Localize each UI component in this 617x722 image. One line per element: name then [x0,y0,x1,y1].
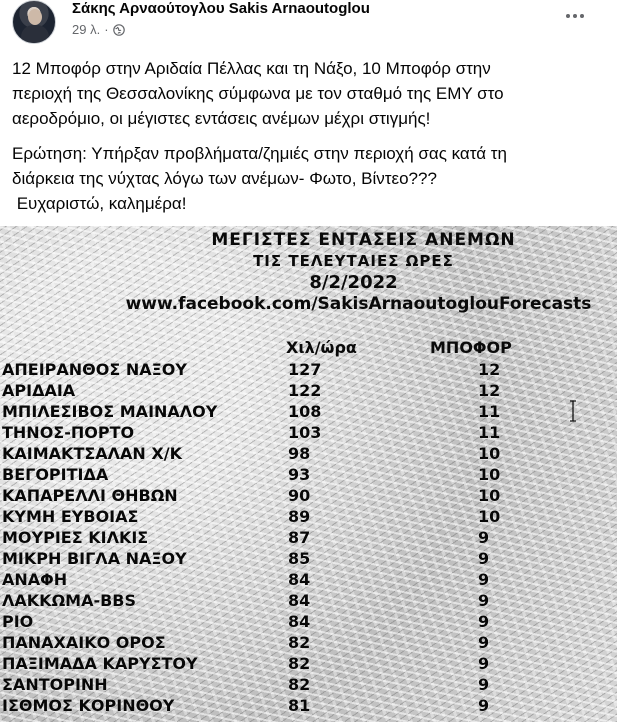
avatar-head [28,9,42,25]
table-row [0,507,617,528]
station-name: ΚΑΙΜΑΚΤΣΑΛΑΝ Χ/Κ [2,444,182,463]
table-row [0,381,617,402]
station-name: ΜΠΙΛΕΣΙΒΟΣ ΜΑΙΝΑΛΟΥ [2,402,218,421]
table-row [0,486,617,507]
station-name: ΠΑΝΑΧΑΙΚΟ ΟΡΟΣ [2,633,166,652]
post-options-button[interactable] [557,2,593,30]
beaufort-value: 10 [478,465,501,484]
post-text [12,56,607,226]
table-row [0,570,617,591]
image-title: ΜΕΓΙΣΤΕΣ ΕΝΤΑΣΕΙΣ ΑΝΕΜΩΝ [211,230,516,250]
post-header [0,0,617,50]
station-name: ΑΝΑΦΗ [2,570,68,589]
speed-kmh: 127 [288,360,322,379]
image-date: 8/2/2022 [309,272,398,293]
speed-kmh: 98 [288,444,311,463]
beaufort-value: 10 [478,444,501,463]
beaufort-value: 9 [478,633,490,652]
image-url: www.facebook.com/SakisArnaoutoglouForecasts [125,294,592,314]
table-row [0,549,617,570]
text-line: περιοχή της Θεσσαλονίκης σύμφωνα με τον σταθμό της ΕΜΥ στο [12,84,504,103]
speed-kmh: 108 [288,402,322,421]
station-name: ΛΑΚΚΩΜΑ-BBS [2,591,137,610]
author-name[interactable]: Σάκης Αρναούτογλου Sakis Arnaoutoglou [72,0,370,17]
table-row [0,402,617,423]
station-name: ΜΟΥΡΙΕΣ ΚΙΛΚΙΣ [2,528,149,547]
post-paragraph-2 [12,141,607,216]
beaufort-value: 9 [478,549,490,568]
table-row [0,612,617,633]
text-line: διάρκεια της νύχτας λόγω των ανέμων- Φωτο, Βίντεο??? [12,169,437,188]
author-avatar[interactable] [12,0,56,44]
post-image[interactable] [0,226,617,722]
more-icon [566,14,584,18]
station-name: ΑΠΕΙΡΑΝΘΟΣ ΝΑΞΟΥ [2,360,187,379]
table-row [0,528,617,549]
speed-kmh: 82 [288,675,311,694]
table-row [0,423,617,444]
table-row [0,591,617,612]
beaufort-value: 12 [478,360,501,379]
beaufort-value: 9 [478,528,490,547]
beaufort-value: 9 [478,696,490,715]
column-header-beaufort: ΜΠΟΦΟΡ [430,338,512,357]
speed-kmh: 122 [288,381,322,400]
station-name: ΚΑΠΑΡΕΛΛΙ ΘΗΒΩΝ [2,486,178,505]
beaufort-value: 9 [478,675,490,694]
station-name: ΙΣΘΜΟΣ ΚΟΡΙΝΘΟΥ [2,696,175,715]
station-name: ΠΑΞΙΜΑΔΑ ΚΑΡΥΣΤΟΥ [2,654,198,673]
station-name: ΑΡΙΔΑΙΑ [2,381,76,400]
station-name: ΣΑΝΤΟΡΙΝΗ [2,675,108,694]
speed-kmh: 103 [288,423,322,442]
wind-table [0,360,617,717]
speed-kmh: 81 [288,696,311,715]
speed-kmh: 87 [288,528,311,547]
speed-kmh: 93 [288,465,311,484]
text-cursor-icon [570,400,576,422]
station-name: ΒΕΓΟΡΙΤΙΔΑ [2,465,109,484]
speed-kmh: 84 [288,591,311,610]
text-line: αεροδρόμιο, οι μέγιστες εντάσεις ανέμων μέχρι στιγμής! [12,109,431,128]
station-name: ΤΗΝΟΣ-ΠΟΡΤΟ [2,423,135,442]
table-row [0,654,617,675]
image-subtitle: ΤΙΣ ΤΕΛΕΥΤΑΙΕΣ ΩΡΕΣ [253,252,454,270]
beaufort-value: 11 [478,402,501,421]
beaufort-value: 9 [478,654,490,673]
text-line: Ευχαριστώ, καλημέρα! [12,194,187,213]
table-row [0,633,617,654]
post-time[interactable]: 29 λ. [72,22,101,37]
speed-kmh: 82 [288,633,311,652]
station-name: ΡΙΟ [2,612,34,631]
beaufort-value: 10 [478,486,501,505]
speed-kmh: 89 [288,507,311,526]
station-name: ΜΙΚΡΗ ΒΙΓΛΑ ΝΑΞΟΥ [2,549,187,568]
post-meta [72,22,125,37]
avatar-body [21,25,49,44]
table-row [0,465,617,486]
speed-kmh: 85 [288,549,311,568]
beaufort-value: 9 [478,591,490,610]
table-row [0,696,617,717]
meta-separator: · [104,22,109,37]
column-header-kmh: Χιλ/ώρα [286,338,357,357]
globe-icon[interactable] [113,24,125,36]
beaufort-value: 9 [478,612,490,631]
text-line: Ερώτηση: Υπήρξαν προβλήματα/ζημιές στην περιοχή σας κατά τη [12,144,507,163]
post-paragraph-1 [12,56,607,131]
table-row [0,360,617,381]
speed-kmh: 90 [288,486,311,505]
speed-kmh: 84 [288,570,311,589]
text-line: 12 Μποφόρ στην Αριδαία Πέλλας και τη Νάξο, 10 Μποφόρ στην [12,59,491,78]
table-row [0,444,617,465]
table-row [0,675,617,696]
station-name: ΚΥΜΗ ΕΥΒΟΙΑΣ [2,507,139,526]
beaufort-value: 12 [478,381,501,400]
speed-kmh: 84 [288,612,311,631]
beaufort-value: 11 [478,423,501,442]
beaufort-value: 9 [478,570,490,589]
beaufort-value: 10 [478,507,501,526]
speed-kmh: 82 [288,654,311,673]
